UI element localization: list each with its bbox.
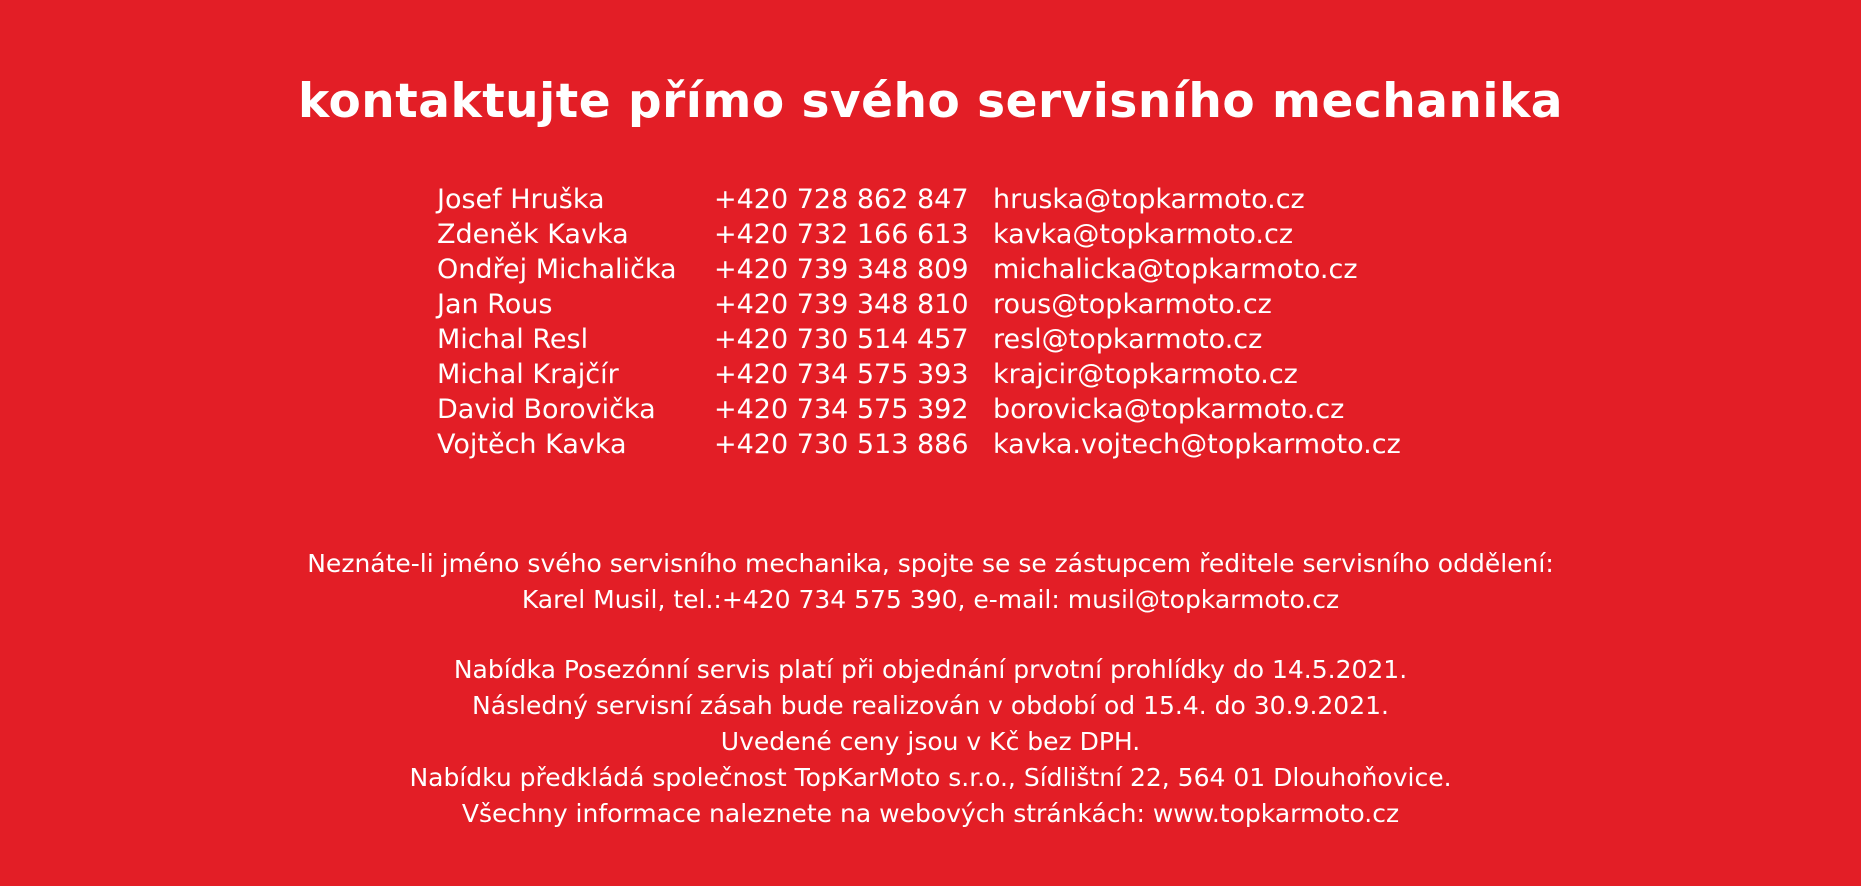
offer-line: Všechny informace naleznete na webových stránkách: www.topkarmoto.cz: [461, 799, 1400, 828]
mechanic-name: Ondřej Michalička: [437, 254, 677, 285]
manager-contact-line: Karel Musil, tel.:+420 734 575 390, e-mail: musil@topkarmoto.cz: [521, 585, 1340, 614]
mechanic-name: Vojtěch Kavka: [437, 429, 627, 460]
contact-row: [437, 322, 1437, 357]
contact-row: [437, 252, 1437, 287]
contact-row: [437, 427, 1437, 462]
mechanic-name: David Borovička: [437, 394, 656, 425]
mechanic-phone: +420 730 514 457: [714, 324, 969, 355]
mechanic-name: Jan Rous: [437, 289, 553, 320]
offer-line: Nabídku předkládá společnost TopKarMoto s.r.o., Sídlištní 22, 564 01 Dlouhoňovice.: [409, 763, 1452, 792]
mechanic-phone: +420 732 166 613: [714, 219, 969, 250]
mechanic-phone: +420 730 513 886: [714, 429, 969, 460]
mechanic-phone: +420 734 575 392: [714, 394, 969, 425]
mechanics-contact-list: [437, 182, 1437, 462]
contact-row: [437, 287, 1437, 322]
mechanic-email: rous@topkarmoto.cz: [993, 289, 1272, 320]
offer-line: Uvedené ceny jsou v Kč bez DPH.: [720, 727, 1141, 756]
mechanic-phone: +420 734 575 393: [714, 359, 969, 390]
service-manager-notice: [0, 546, 1861, 618]
notice-line: Neznáte-li jméno svého servisního mechanika, spojte se se zástupcem ředitele servisního oddělení:: [307, 549, 1554, 578]
offer-line: Následný servisní zásah bude realizován v období od 15.4. do 30.9.2021.: [472, 691, 1389, 720]
mechanic-email: hruska@topkarmoto.cz: [993, 184, 1305, 215]
offer-line: Nabídka Posezónní servis platí při objednání prvotní prohlídky do 14.5.2021.: [453, 655, 1408, 684]
mechanic-name: Michal Krajčír: [437, 359, 619, 390]
mechanic-email: krajcir@topkarmoto.cz: [993, 359, 1298, 390]
mechanic-name: Zdeněk Kavka: [437, 219, 629, 250]
contact-row: [437, 357, 1437, 392]
contact-row: [437, 217, 1437, 252]
contact-row: [437, 182, 1437, 217]
contact-row: [437, 392, 1437, 427]
offer-terms: [0, 652, 1861, 832]
mechanic-phone: +420 728 862 847: [714, 184, 969, 215]
mechanic-email: kavka@topkarmoto.cz: [993, 219, 1294, 250]
mechanic-name: Josef Hruška: [437, 184, 605, 215]
mechanic-name: Michal Resl: [437, 324, 589, 355]
mechanic-email: resl@topkarmoto.cz: [993, 324, 1263, 355]
page-title: kontaktujte přímo svého servisního mechanika: [298, 74, 1563, 129]
mechanic-email: kavka.vojtech@topkarmoto.cz: [993, 429, 1401, 460]
mechanic-phone: +420 739 348 809: [714, 254, 969, 285]
mechanic-phone: +420 739 348 810: [714, 289, 969, 320]
mechanic-email: borovicka@topkarmoto.cz: [993, 394, 1345, 425]
mechanic-email: michalicka@topkarmoto.cz: [993, 254, 1358, 285]
